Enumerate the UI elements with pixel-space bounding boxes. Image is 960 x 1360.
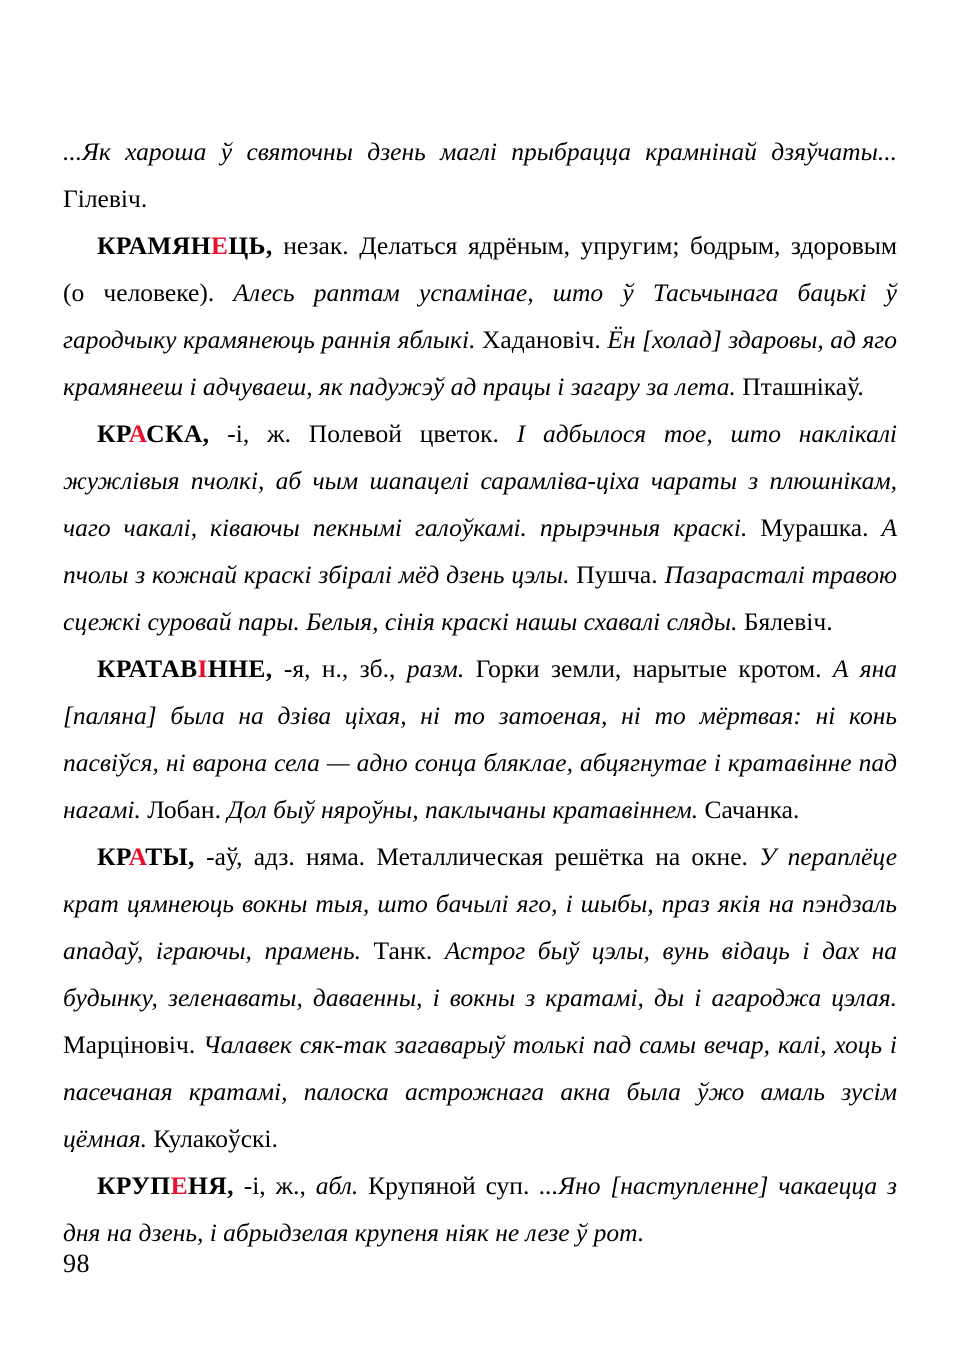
citation-text: ...Яно [наступленне] чакаецца з дня на дзень, і абрыдзелая крупеня ніяк не лезе ў рот. <box>63 1171 897 1247</box>
citation-source: Мурашка. <box>760 513 869 542</box>
grammar-style-label: разм. <box>406 654 465 683</box>
headword-part-after-stress: НЯ, <box>188 1171 234 1200</box>
definition-text: Делаться ядрёным, упругим; бодрым, здоровым (о человеке). <box>63 231 898 307</box>
headword-part-before-stress: КРАМЯН <box>97 231 211 260</box>
headword <box>97 842 195 871</box>
dictionary-entry-kraty <box>63 833 897 1162</box>
grammar-label: -аў, адз. няма. <box>206 842 366 871</box>
citation-text: Пазарасталі травою сцежкі суровай пары. Белыя, сінія краскі нашы схавалі сляды. <box>63 560 898 636</box>
stressed-vowel: Е <box>170 1171 189 1200</box>
citation-source: Танк. <box>373 936 433 965</box>
citation-text: Дол быў няроўны, паклычаны кратавіннем. <box>227 795 699 824</box>
citation-text: Чалавек сяк-так загаварыў толькі пад самы вечар, калі, хоць і пасечаная кратамі, палоска астрожнага акна была ўжо амаль зусім цёмная. <box>63 1030 897 1153</box>
citation-text: І адбылося тое, што наклікалі жужлівыя пчолкі, аб чым шапацелі сарамліва-ціха чараты з плюшнікам, чаго чакалі, ківаючы пекнымі галоўкамі. прырэчныя краскі. <box>63 419 898 542</box>
definition-text: Крупяной суп. <box>368 1171 530 1200</box>
dictionary-entry-kraska <box>63 410 897 645</box>
citation-text: У пераплёце крат цямнеюць вокны тыя, што бачылі яго, і шыбы, праз якія на пэндзаль ападаў, іграючы, прамень. <box>63 842 898 965</box>
headword-part-after-stress: СКА, <box>146 419 210 448</box>
definition-text: Полевой цветок. <box>308 419 499 448</box>
citation-text: ...Як хароша ў святочны дзень маглі прыбрацца крамнінай дзяўчаты... <box>63 137 897 166</box>
citation-text: А яна [паляна] была на дзіва ціхая, ні то затоеная, ні то мёртвая: ні конь пасвіўся, ні варона села — адно сонца бляклае, абцягнутае і кратавінне пад нагамі. <box>63 654 898 824</box>
citation-source: Хадановіч. <box>481 325 601 354</box>
grammar-label: -і, ж. <box>227 419 291 448</box>
grammar-label: незак. <box>283 231 349 260</box>
citation-text: Астрог быў цэлы, вунь відаць і дах на будынку, зеленаваты, даваенны, і вокны з кратамі, ды і агароджа цэлая. <box>63 936 898 1012</box>
citation-source: Пушча. <box>576 560 658 589</box>
grammar-style-label: абл. <box>315 1171 359 1200</box>
dictionary-entry-krupenya <box>63 1162 897 1256</box>
definition-text: Горки земли, нарытые кротом. <box>475 654 822 683</box>
headword <box>97 654 273 683</box>
citation-text: Ён [холад] здаровы, ад яго крамянееш і адчуваеш, як падужэў ад працы і загару за лета. <box>63 325 898 401</box>
headword-part-before-stress: КР <box>97 842 129 871</box>
citation-source: Пташнікаў. <box>742 372 864 401</box>
headword-part-before-stress: КРАТАВ <box>97 654 198 683</box>
headword-part-after-stress: ННЕ, <box>207 654 273 683</box>
citation-source: Гілевіч. <box>63 184 148 213</box>
stressed-vowel: І <box>197 654 208 683</box>
dictionary-entry-kratavinne <box>63 645 897 833</box>
definition-text: Металлическая решётка на окне. <box>376 842 748 871</box>
citation-source: Марціновіч. <box>63 1030 196 1059</box>
headword-part-after-stress: ЦЬ, <box>228 231 273 260</box>
stressed-vowel: А <box>128 419 147 448</box>
page-number: 98 <box>63 1249 90 1278</box>
headword-part-before-stress: КРУП <box>97 1171 171 1200</box>
citation-text: Алесь раптам успамінае, што ў Тасьчынага бацькі ў гародчыку крамянеюць раннія яблыкі. <box>63 278 898 354</box>
entry-continuation <box>63 128 897 222</box>
citation-source: Кулакоўскі. <box>153 1124 278 1153</box>
headword <box>97 1171 234 1200</box>
citation-source: Бялевіч. <box>743 607 833 636</box>
citation-source: Лобан. <box>147 795 221 824</box>
grammar-label: -і, ж., <box>243 1171 306 1200</box>
citation-source: Сачанка. <box>704 795 800 824</box>
stressed-vowel: А <box>128 842 146 871</box>
headword <box>97 231 273 260</box>
dictionary-page-body <box>63 128 897 1256</box>
dictionary-entry-kramyanets <box>63 222 897 410</box>
headword-part-after-stress: ТЫ, <box>145 842 195 871</box>
stressed-vowel: Е <box>210 231 229 260</box>
citation-text: А пчолы з кожнай краскі збіралі мёд дзень цэлы. <box>63 513 898 589</box>
grammar-label: -я, н., зб., <box>283 654 396 683</box>
headword-part-before-stress: КР <box>97 419 129 448</box>
headword <box>97 419 209 448</box>
